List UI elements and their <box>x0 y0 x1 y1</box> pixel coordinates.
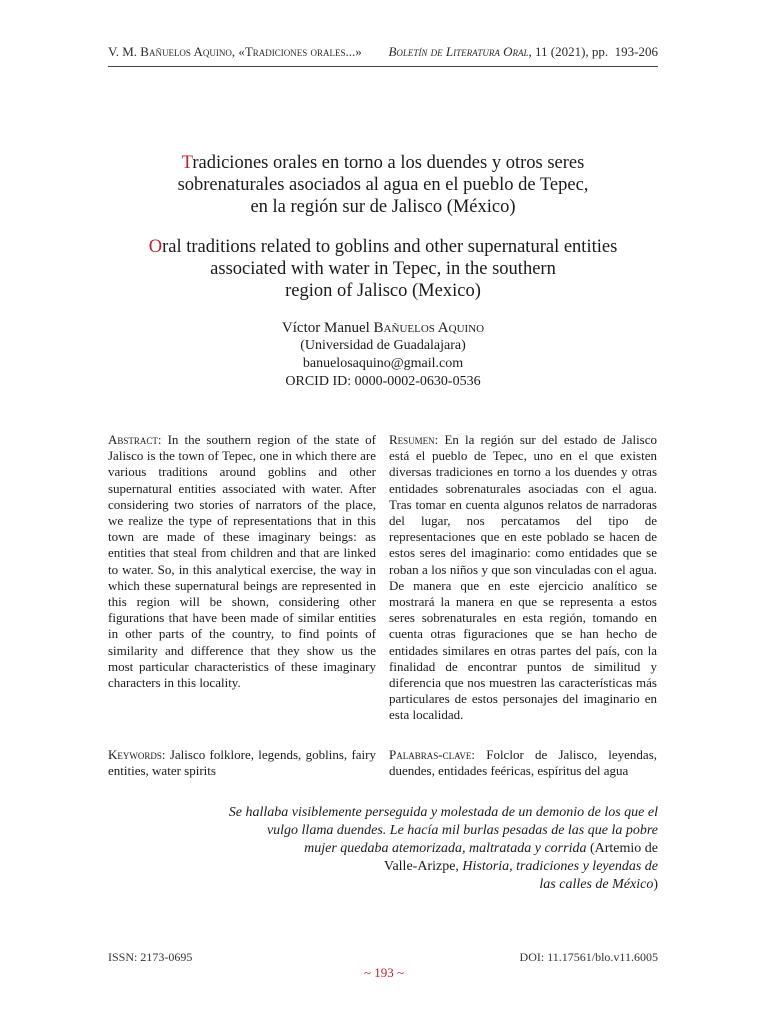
title-en-line-2: associated with water in Tepec, in the southern <box>210 259 556 279</box>
header-rule <box>108 66 658 67</box>
author-email[interactable]: banuelosaquino@gmail.com <box>302 356 464 371</box>
author-affiliation: (Universidad de Guadalajara) <box>300 338 466 353</box>
running-header-pages: 193-206 <box>614 44 658 59</box>
epigraph-line-1: Se hallaba visiblemente perseguida y molestada de un demonio de los que el <box>228 805 658 820</box>
title-en-line-1 <box>108 236 658 258</box>
palabras-clave-label: Palabras-clave: <box>389 747 476 762</box>
epigraph-line-3 <box>170 840 658 858</box>
footer <box>108 950 658 965</box>
abstract-english <box>108 432 376 691</box>
palabras-clave-text: Folclor de Jalisco, leyendas, duendes, entidades feéricas, espíritus del agua <box>389 747 658 779</box>
epigraph-book-title-1: Historia, tradiciones y leyendas de <box>462 859 658 874</box>
epigraph-line-5 <box>170 876 658 894</box>
resumen-text: En la región sur del estado de Jalisco está el pueblo de Tepec, uno en el que existen diversas tradiciones en torno a los duendes y otras entidades sobrenaturales asociadas con el agua. Tras tomar en cuenta algunos relatos de narradoras del lugar, nos percatamos del tipo de representaciones que en este poblado se hacen de estos seres del imaginario: como entidades que se roban a los niños y que son vinculadas con el agua. De manera que en este ejercicio analítico se mostrará la manera en que se representa a estos seres sobrenaturales en esta región, tomando en cuenta otras figuraciones que se han hecho de entidades similares en otras partes del país, con la finalidad de encontrar puntos de similitud y diferencia que nos muestren las características más particulares de estos personajes del imaginario en esta localidad. <box>389 432 658 723</box>
title-es-line-3: en la región sur de Jalisco (México) <box>250 197 516 217</box>
keywords-spanish <box>389 747 657 779</box>
abstract-spanish <box>389 432 657 724</box>
running-header <box>108 44 658 60</box>
abstract-text: In the southern region of the state of Jalisco is the town of Tepec, one in which there are various traditions around goblins and other supernatural entities associated with water. After considering two stories of narrators of the place, we realize the type of representations that in this town are made of these imaginary beings: as entities that steal from children and that are linked to water. So, in this analytical exercise, the way in which these supernatural beings are represented in this region will be shown, considering other figurations that have been made of similar entities in other parts of the country, to find points of similarity and difference that they show us the most particular characteristics of these imaginary characters in this locality. <box>108 432 377 691</box>
page-number: ~ 193 ~ <box>363 965 405 980</box>
title-es-line-2: sobrenaturales asociados al agua en el pueblo de Tepec, <box>177 175 589 195</box>
keywords-text: Jalisco folklore, legends, goblins, fairy entities, water spirits <box>108 747 376 779</box>
title-es-line-1 <box>108 152 658 174</box>
author-surname: Bañuelos Aquino <box>373 320 485 336</box>
epigraph-line-2: vulgo llama duendes. Le hacía mil burlas pesadas de las que la pobre <box>266 823 658 838</box>
running-header-author: V. M. Bañuelos Aquino <box>108 44 232 59</box>
epigraph-book-title-2: las calles de México <box>539 877 654 892</box>
resumen-label: Resumen: <box>389 432 439 447</box>
keywords-english <box>108 747 376 779</box>
author-orcid: ORCID ID: 0000-0002-0630-0536 <box>285 374 481 389</box>
author-first-name: Víctor Manuel <box>281 320 370 336</box>
epigraph <box>170 804 658 894</box>
epigraph-attribution-open: (Artemio de <box>586 841 658 856</box>
footer-doi[interactable]: DOI: 11.17561/blo.v11.6005 <box>519 950 658 964</box>
running-header-right <box>388 44 658 60</box>
footer-issn: ISSN: 2173-0695 <box>108 950 193 964</box>
author-name <box>108 319 658 337</box>
running-header-volume: , 11 (2021), pp. <box>528 44 609 59</box>
running-header-left: V. M. Bañuelos Aquino, «Tradiciones orales...» <box>108 44 362 59</box>
title-en-line-3: region of Jalisco (Mexico) <box>285 281 481 301</box>
title-es-initial: T <box>181 153 193 173</box>
running-header-journal: Boletín de Literatura Oral <box>388 44 529 59</box>
epigraph-attribution-author: Valle-Arizpe, <box>383 859 459 874</box>
title-english <box>108 236 658 302</box>
epigraph-line-3-quote: mujer quedaba atemorizada, maltratada y corrida <box>304 841 587 856</box>
epigraph-attribution-close: ) <box>653 877 658 892</box>
title-es-line-1-text: radiciones orales en torno a los duendes y otros seres <box>192 153 585 173</box>
epigraph-line-4 <box>170 858 658 876</box>
running-header-article: «Tradiciones orales...» <box>238 44 362 59</box>
title-spanish <box>108 152 658 218</box>
keywords-label: Keywords: <box>108 747 166 762</box>
abstract-label: Abstract: <box>108 432 162 447</box>
author-block <box>108 319 658 391</box>
title-en-line-1-text: ral traditions related to goblins and other supernatural entities <box>162 237 618 257</box>
title-en-initial: O <box>148 237 163 257</box>
